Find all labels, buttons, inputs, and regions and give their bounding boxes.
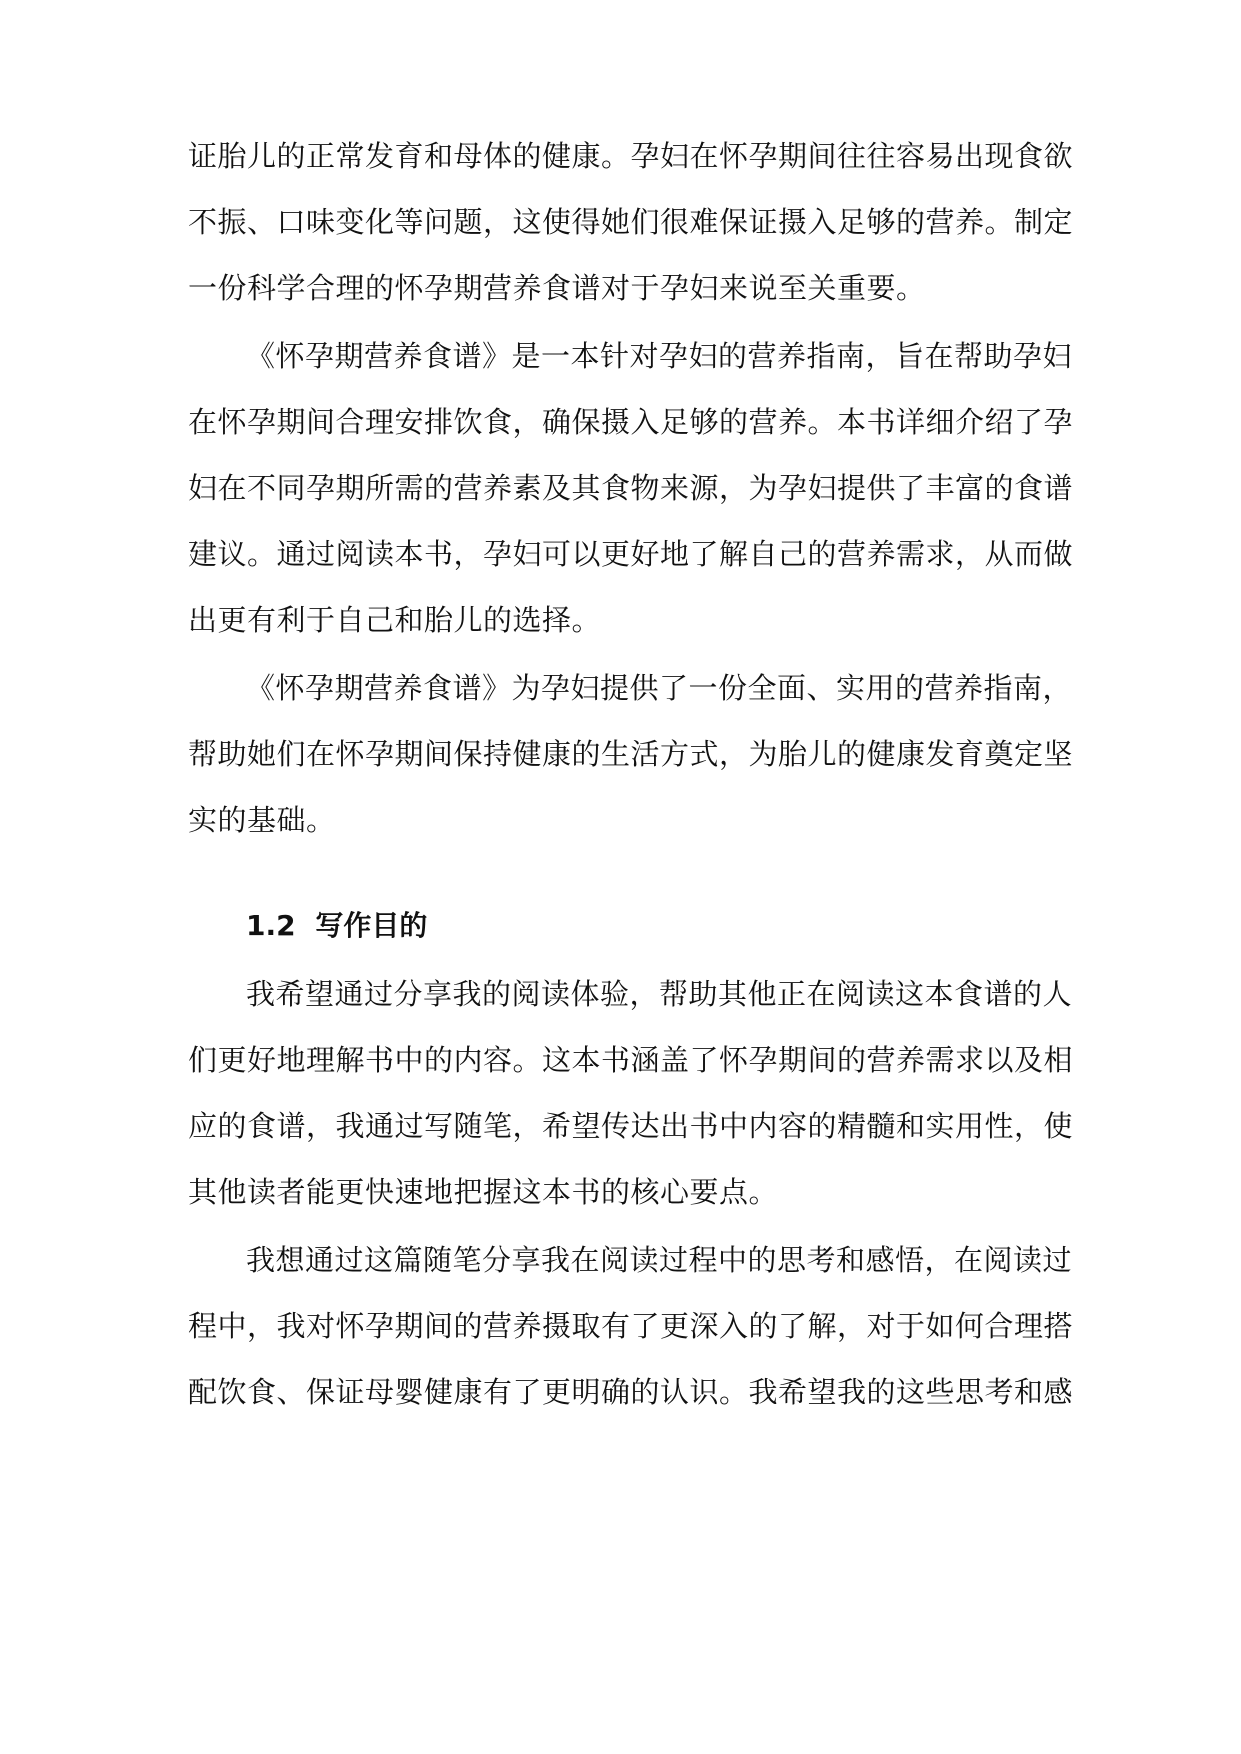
paragraph-line: 应的食谱，我通过写随笔，希望传达出书中内容的精髓和实用性，使 bbox=[188, 1109, 1074, 1143]
paragraph-line: 程中，我对怀孕期间的营养摄取有了更深入的了解，对于如何合理搭 bbox=[188, 1309, 1074, 1343]
paragraph-line: 们更好地理解书中的内容。这本书涵盖了怀孕期间的营养需求以及相 bbox=[188, 1043, 1074, 1077]
paragraph-line: 实的基础。 bbox=[188, 803, 336, 837]
paragraph-line: 证胎儿的正常发育和母体的健康。孕妇在怀孕期间往往容易出现食欲 bbox=[188, 139, 1074, 173]
paragraph-line: 其他读者能更快速地把握这本书的核心要点。 bbox=[188, 1175, 779, 1209]
paragraph-line: 出更有利于自己和胎儿的选择。 bbox=[188, 603, 602, 637]
paragraph-line: 不振、口味变化等问题，这使得她们很难保证摄入足够的营养。制定 bbox=[188, 205, 1074, 239]
paragraph-line: 《怀孕期营养食谱》是一本针对孕妇的营养指南，旨在帮助孕妇 bbox=[246, 339, 1073, 373]
paragraph-line: 妇在不同孕期所需的营养素及其食物来源，为孕妇提供了丰富的食谱 bbox=[188, 471, 1074, 505]
paragraph-line: 帮助她们在怀孕期间保持健康的生活方式，为胎儿的健康发育奠定坚 bbox=[188, 737, 1074, 771]
paragraph-line: 一份科学合理的怀孕期营养食谱对于孕妇来说至关重要。 bbox=[188, 271, 926, 305]
paragraph-line: 配饮食、保证母婴健康有了更明确的认识。我希望我的这些思考和感 bbox=[188, 1375, 1074, 1409]
paragraph-line: 建议。通过阅读本书，孕妇可以更好地了解自己的营养需求，从而做 bbox=[188, 537, 1074, 571]
paragraph-line: 我希望通过分享我的阅读体验，帮助其他正在阅读这本食谱的人 bbox=[246, 977, 1073, 1011]
section-number: 1.2 bbox=[246, 909, 296, 942]
paragraph-line: 在怀孕期间合理安排饮食，确保摄入足够的营养。本书详细介绍了孕 bbox=[188, 405, 1074, 439]
paragraph-line: 《怀孕期营养食谱》为孕妇提供了一份全面、实用的营养指南， bbox=[246, 671, 1073, 705]
paragraph-line: 我想通过这篇随笔分享我在阅读过程中的思考和感悟，在阅读过 bbox=[246, 1243, 1073, 1277]
section-title: 写作目的 bbox=[315, 909, 428, 942]
section-heading bbox=[246, 906, 427, 946]
